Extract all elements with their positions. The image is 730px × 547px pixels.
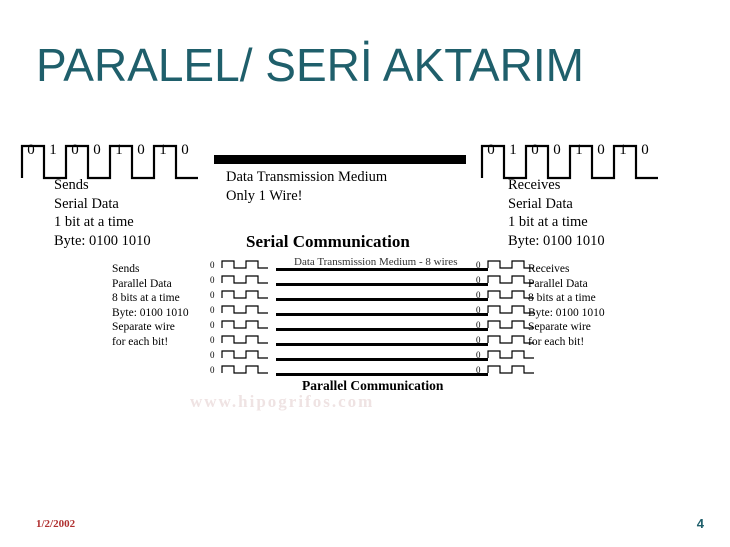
page-title: PARALEL/ SERİ AKTARIM	[36, 39, 584, 91]
parallel-caption: Parallel Communication	[302, 378, 444, 393]
svg-text:0: 0	[210, 305, 215, 315]
serial-medium-description: Data Transmission Medium Only 1 Wire!	[226, 169, 388, 204]
parallel-right-description: Receives Parallel Data 8 bits at a time Byte: 0100 1010 Separate wire for each bit!	[528, 263, 605, 348]
svg-text:0: 0	[210, 275, 215, 285]
serial-left-description: Sends Serial Data 1 bit at a time Byte: 0100 1010	[54, 177, 151, 249]
serial-right-description: Receives Serial Data 1 bit at a time Byte: 0100 1010	[508, 177, 605, 249]
footer-page-number: 4	[696, 516, 704, 531]
serial-left-bit-labels: 0 1 0 0 1 0 1 0	[27, 142, 189, 158]
parallel-wire	[276, 358, 488, 361]
parallel-wire	[276, 373, 488, 376]
svg-text:0: 0	[476, 350, 481, 360]
parallel-wire	[276, 313, 488, 316]
parallel-wire	[276, 343, 488, 346]
serial-caption: Serial Communication	[246, 232, 410, 251]
parallel-left-description: Sends Parallel Data 8 bits at a time Byte: 0100 1010 Separate wire for each bit!	[112, 263, 189, 348]
svg-text:0: 0	[476, 290, 481, 300]
parallel-wire	[276, 328, 488, 331]
svg-text:0: 0	[210, 260, 215, 270]
serial-right-waveform	[480, 138, 662, 178]
svg-text:0: 0	[476, 335, 481, 345]
svg-text:0: 0	[210, 335, 215, 345]
footer-date: 1/2/2002	[36, 518, 76, 530]
svg-text:0: 0	[210, 290, 215, 300]
svg-text:0: 0	[476, 260, 481, 270]
svg-text:0: 0	[210, 350, 215, 360]
svg-text:0: 0	[476, 365, 481, 375]
serial-right-bit-labels: 0 1 0 0 1 0 1 0	[487, 142, 649, 158]
svg-text:0: 0	[210, 365, 215, 375]
parallel-left-waveforms	[210, 258, 272, 386]
parallel-wire	[276, 283, 488, 286]
svg-text:0: 0	[210, 320, 215, 330]
parallel-medium-label: Data Transmission Medium - 8 wires	[294, 256, 458, 268]
svg-text:0: 0	[476, 275, 481, 285]
communication-diagram	[14, 128, 714, 418]
parallel-wire	[276, 268, 488, 271]
serial-left-waveform	[20, 138, 202, 178]
watermark: www.hipogrifos.com	[190, 392, 375, 411]
parallel-wire	[276, 298, 488, 301]
svg-text:0: 0	[476, 305, 481, 315]
serial-medium-wire	[214, 155, 466, 164]
svg-text:0: 0	[476, 320, 481, 330]
